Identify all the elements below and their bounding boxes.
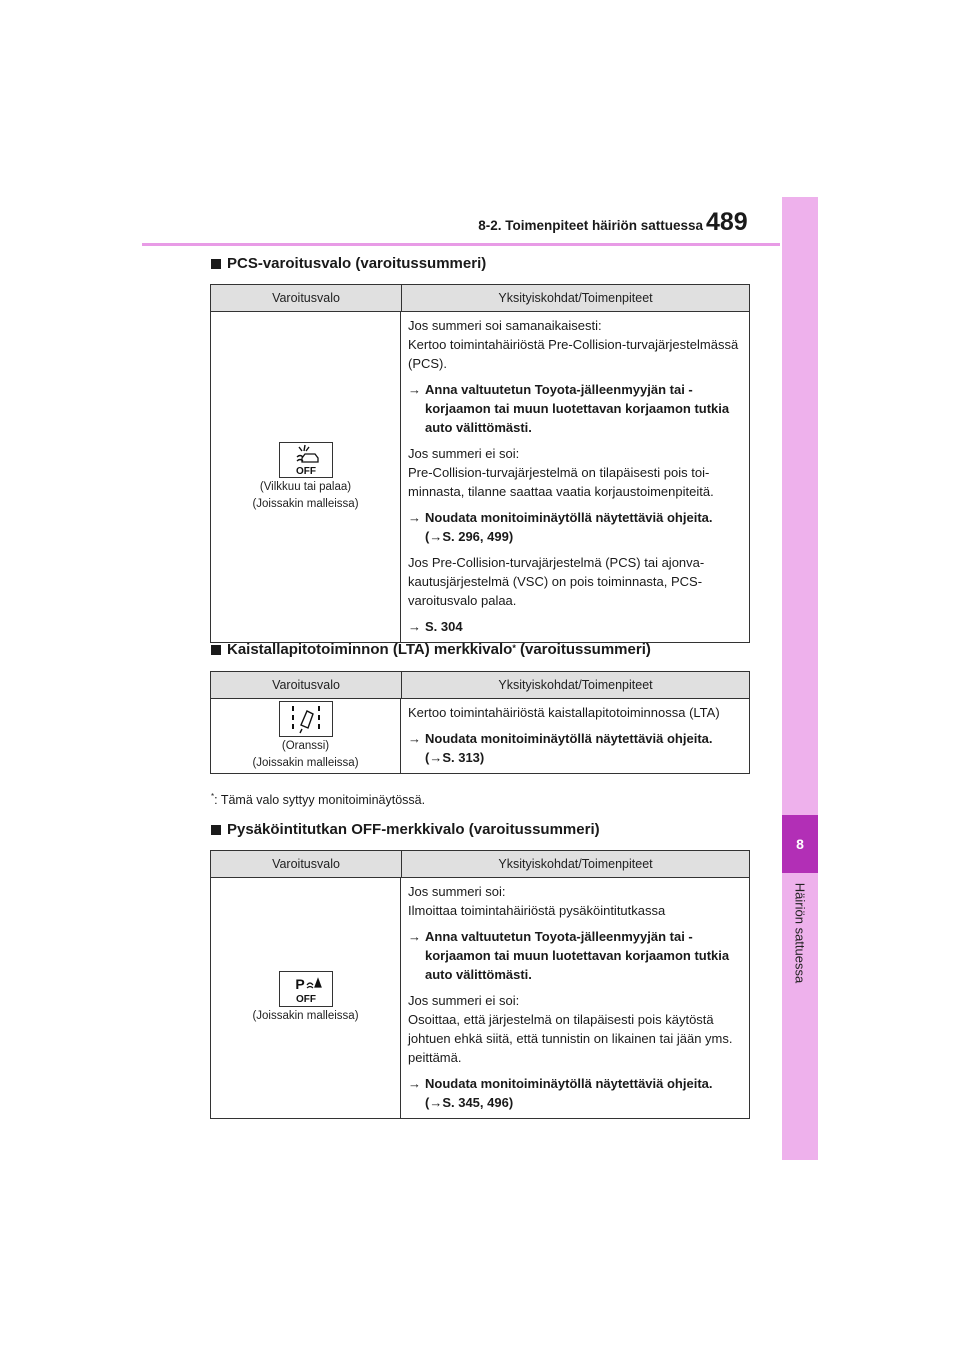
chapter-side-tab <box>782 197 818 1160</box>
icon-caption: (Joissakin malleissa) <box>252 1010 359 1022</box>
col-header-warning-light: Varoitusvalo <box>211 672 402 698</box>
action-item <box>408 617 743 636</box>
pcs-warning-table <box>210 284 750 643</box>
page-number: 489 <box>706 208 748 236</box>
footnote: *: Tämä valo syttyy monitoiminäytössä. <box>211 792 426 808</box>
parking-warning-table <box>210 850 750 1119</box>
page-reference: (→S. 345, 496) <box>425 1095 514 1110</box>
description-text: Kertoo toimintahäiriöstä kaistallapitotoiminnossa (LTA) <box>408 705 720 720</box>
description-text: Kertoo toimintahäiriöstä Pre-Collision-turvajärjestelmässä (PCS). <box>408 337 739 371</box>
icon-caption: (Oranssi) <box>281 739 330 752</box>
details-cell <box>401 312 749 642</box>
page-reference: (→S. 313) <box>425 750 485 765</box>
action-item: → Noudata monitoiminäytöllä näytettäviä ohjeita. (→S. 313) <box>408 731 713 765</box>
bullet-square-icon <box>211 825 221 835</box>
parking-sensor-off-icon <box>279 971 333 1007</box>
arrow-icon: → <box>408 382 421 397</box>
icon-caption: (Joissakin malleissa) <box>252 497 359 510</box>
condition-text: Jos summeri ei soi: <box>408 446 520 461</box>
arrow-icon: → <box>408 929 421 944</box>
svg-text:P: P <box>294 976 305 992</box>
chapter-number-tab: 8 <box>782 815 818 873</box>
page-reference: S. 304 <box>425 619 463 634</box>
table-header <box>211 851 749 878</box>
warning-light-cell <box>211 878 401 1118</box>
description-text: Ilmoittaa toimintahäiriöstä pysäköintitutkassa <box>408 903 666 918</box>
action-item: → Noudata monitoiminäytöllä näytettäviä ohjeita. (→S. 296, 499) <box>408 510 713 544</box>
table-header <box>211 285 749 312</box>
col-header-warning-light: Varoitusvalo <box>211 285 402 311</box>
arrow-icon: → <box>408 731 421 746</box>
description-text: Pre-Collision-turvajärjestelmä on tilapäisesti pois toiminnasta, tilanne saattaa vaatia korjaustoimenpiteitä. <box>408 465 714 499</box>
condition-text: Jos summeri soi: <box>408 884 506 899</box>
action-item: → Noudata monitoiminäytöllä näytettäviä ohjeita. (→S. 345, 496) <box>408 1076 713 1110</box>
action-item: → Anna valtuutetun Toyota-jälleenmyyjän tai -korjaamon tai muun luotettavan korjaamon tutkia auto välittömästi. <box>408 382 730 435</box>
details-cell <box>401 699 749 773</box>
details-cell <box>401 878 749 1118</box>
header-rule <box>142 243 780 246</box>
lane-tracing-assist-icon <box>279 701 333 737</box>
arrow-icon: → <box>408 619 421 634</box>
col-header-details: Yksityiskohdat/Toimenpiteet <box>498 291 653 305</box>
page-reference: (→S. 296, 499) <box>425 529 514 544</box>
col-header-warning-light: Varoitusvalo <box>211 851 402 877</box>
condition-text: Jos summeri ei soi: <box>408 993 520 1008</box>
col-header-details: Yksityiskohdat/Toimenpiteet <box>498 678 653 692</box>
description-text: Osoittaa, että järjestelmä on tilapäisesti pois käytöstä johtuen ehkä siitä, että tunnistin on likainen tai jään yms. peittämä. <box>408 1012 733 1065</box>
action-item: → Anna valtuutetun Toyota-jälleenmyyjän tai -korjaamon tai muun luotettavan korjaamon tutkia auto välittömästi. <box>408 929 730 982</box>
section-heading-pcs: PCS-varoitusvalo (varoitussummeri) <box>211 255 486 272</box>
icon-caption: (Vilkkuu tai palaa) <box>259 480 352 493</box>
warning-light-cell <box>211 699 401 773</box>
svg-text:OFF: OFF <box>295 465 316 476</box>
section-title: 8-2. Toimenpiteet häiriön sattuessa <box>478 218 703 233</box>
bullet-square-icon <box>211 645 221 655</box>
table-row <box>211 312 749 642</box>
description-text: Jos Pre-Collision-turvajärjestelmä (PCS) tai ajonvakautusjärjestelmä (VSC) on pois toiminnasta, PCS-varoitusvalo palaa. <box>408 555 705 608</box>
col-header-details: Yksityiskohdat/Toimenpiteet <box>498 857 653 871</box>
section-heading-parking: Pysäköintitutkan OFF-merkkivalo (varoitussummeri) <box>211 821 600 838</box>
condition-text: Jos summeri soi samanaikaisesti: <box>408 318 602 333</box>
table-row <box>211 878 749 1118</box>
arrow-icon: → <box>408 510 421 525</box>
lta-warning-table <box>210 671 750 774</box>
warning-light-cell <box>211 312 401 642</box>
svg-text:OFF: OFF <box>295 994 316 1005</box>
arrow-icon: → <box>408 1076 421 1091</box>
bullet-square-icon <box>211 259 221 269</box>
pcs-off-warning-icon <box>279 442 333 478</box>
icon-caption: (Joissakin malleissa) <box>252 756 359 769</box>
section-heading-lta: Kaistallapitotoiminnon (LTA) merkkivalo * (varoitussummeri) <box>211 641 651 658</box>
table-header <box>211 672 749 699</box>
table-row <box>211 699 749 773</box>
